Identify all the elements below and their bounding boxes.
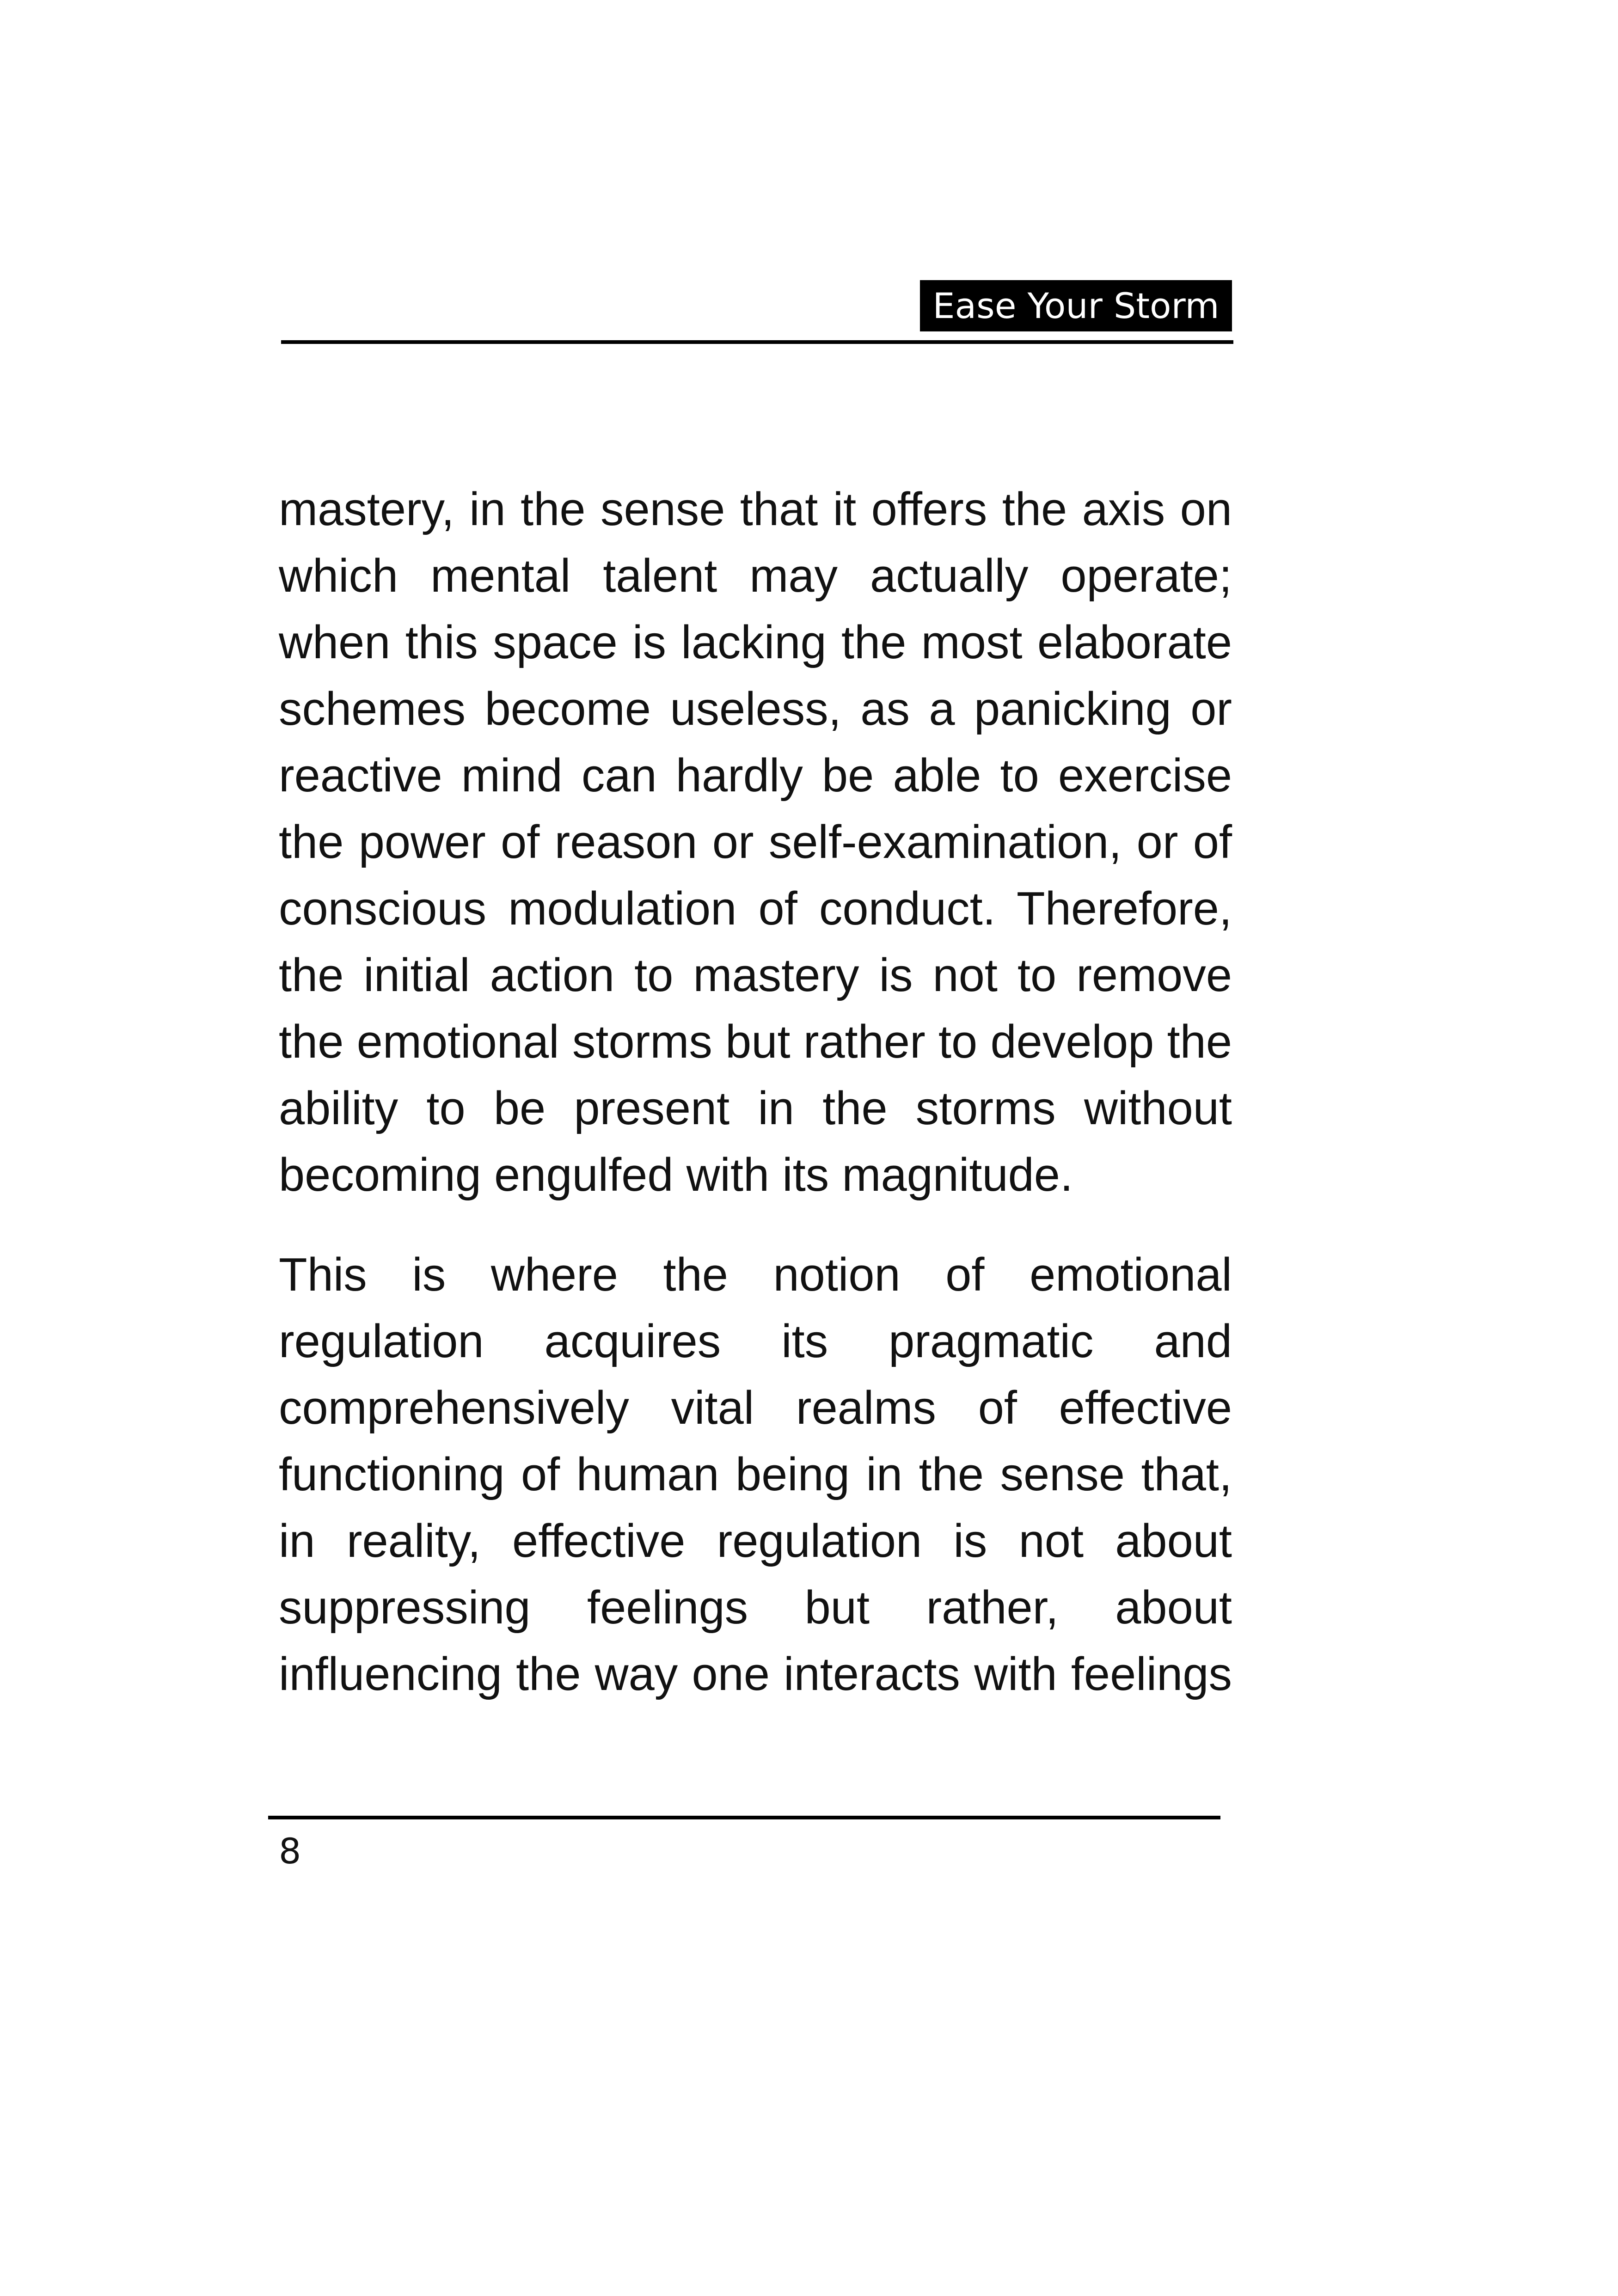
text-line: the power of reason or self-examination, or of bbox=[279, 816, 1232, 868]
text-line: in reality, effective regulation is not about bbox=[279, 1515, 1232, 1567]
text-line: reactive mind can hardly be able to exercise bbox=[279, 750, 1232, 802]
text-line: conscious modulation of conduct. Therefore, bbox=[279, 883, 1232, 935]
page-number: 8 bbox=[279, 1831, 301, 1872]
text-line: becoming engulfed with its magnitude. bbox=[279, 1149, 1073, 1201]
text-line: influencing the way one interacts with feelings bbox=[279, 1648, 1232, 1700]
text-line: the initial action to mastery is not to remove bbox=[279, 949, 1232, 1001]
text-line: which mental talent may actually operate; bbox=[279, 550, 1232, 602]
text-line: schemes become useless, as a panicking or bbox=[279, 683, 1232, 735]
paragraph-1 bbox=[279, 476, 1232, 1208]
text-line: ability to be present in the storms without bbox=[279, 1083, 1232, 1134]
paragraph-2 bbox=[279, 1242, 1232, 1708]
header-rule bbox=[281, 340, 1233, 344]
text-line: the emotional storms but rather to develop the bbox=[279, 1016, 1232, 1068]
body-text bbox=[279, 476, 1232, 1741]
text-line: comprehensively vital realms of effective bbox=[279, 1382, 1232, 1434]
text-line: mastery, in the sense that it offers the axis on bbox=[279, 484, 1232, 535]
text-line: suppressing feelings but rather, about bbox=[279, 1582, 1232, 1634]
running-header-title: Ease Your Storm bbox=[920, 280, 1232, 331]
text-line: regulation acquires its pragmatic and bbox=[279, 1316, 1232, 1367]
text-line: when this space is lacking the most elaborate bbox=[279, 617, 1232, 668]
footer-rule bbox=[268, 1816, 1220, 1819]
text-line: functioning of human being in the sense that, bbox=[279, 1449, 1232, 1500]
text-line: This is where the notion of emotional bbox=[279, 1249, 1232, 1301]
